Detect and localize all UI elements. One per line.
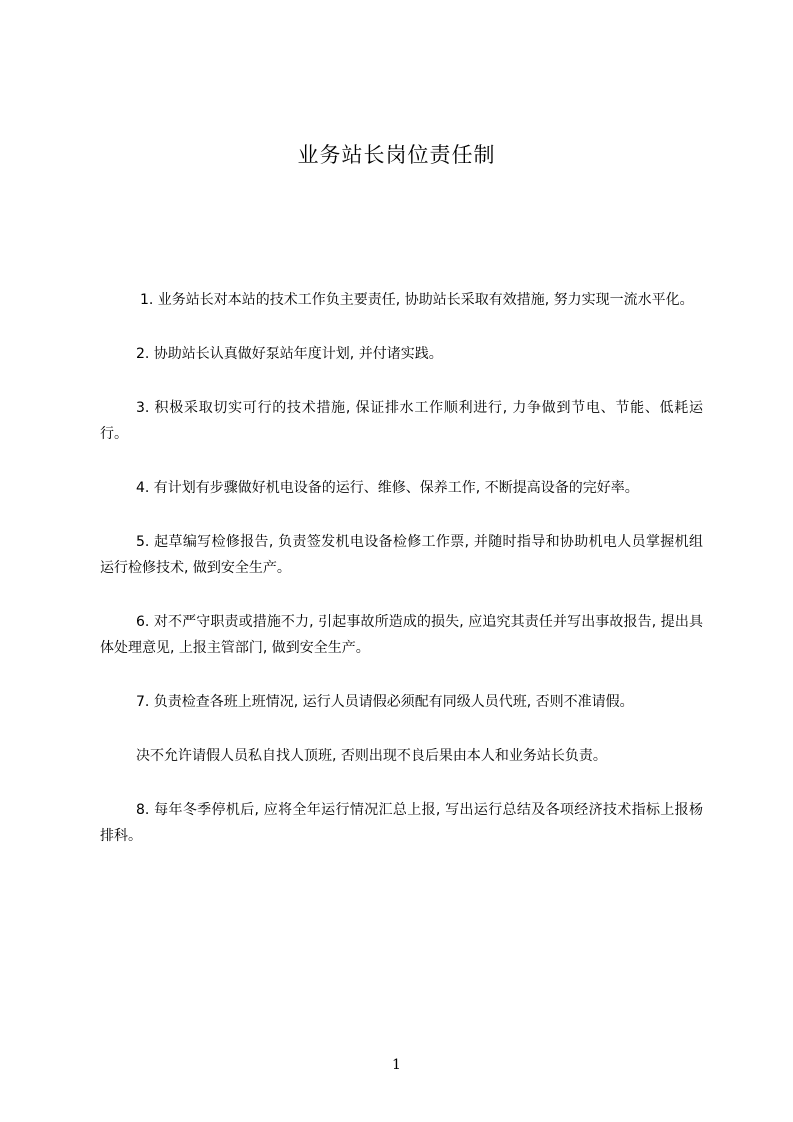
paragraph-item-1: 1. 业务站长对本站的技术工作负主要责任, 协助站长采取有效措施, 努力实现一流水平化。: [140, 292, 694, 308]
paragraph-item-7-note: 决不允许请假人员私自找人顶班, 否则出现不良后果由本人和业务站长负责。: [136, 748, 607, 764]
paragraph-item-7: 7. 负责检查各班上班情况, 运行人员请假必须配有同级人员代班, 否则不准请假。: [136, 694, 634, 710]
paragraph-item-4: 4. 有计划有步骤做好机电设备的运行、维修、保养工作, 不断提高设备的完好率。: [136, 480, 639, 496]
page-number: 1: [392, 1057, 401, 1073]
paragraph-item-3: 3. 积极采取切实可行的技术措施, 保证排水工作顺利进行, 力争做到节电、节能、低耗运行。: [100, 400, 703, 442]
document-body: [100, 287, 703, 877]
paragraph-item-8: 8. 每年冬季停机后, 应将全年运行情况汇总上报, 写出运行总结及各项经济技术指标上报杨排科。: [100, 802, 703, 844]
paragraph-item-2: 2. 协助站长认真做好泵站年度计划, 并付诸实践。: [136, 346, 443, 362]
document-title: 业务站长岗位责任制: [297, 143, 496, 167]
paragraph-item-5: 5. 起草编写检修报告, 负责签发机电设备检修工作票, 并随时指导和协助机电人员掌握机组运行检修技术, 做到安全生产。: [100, 534, 703, 576]
paragraph-item-6: 6. 对不严守职责或措施不力, 引起事故所造成的损失, 应追究其责任并写出事故报告, 提出具体处理意见, 上报主管部门, 做到安全生产。: [100, 614, 703, 656]
